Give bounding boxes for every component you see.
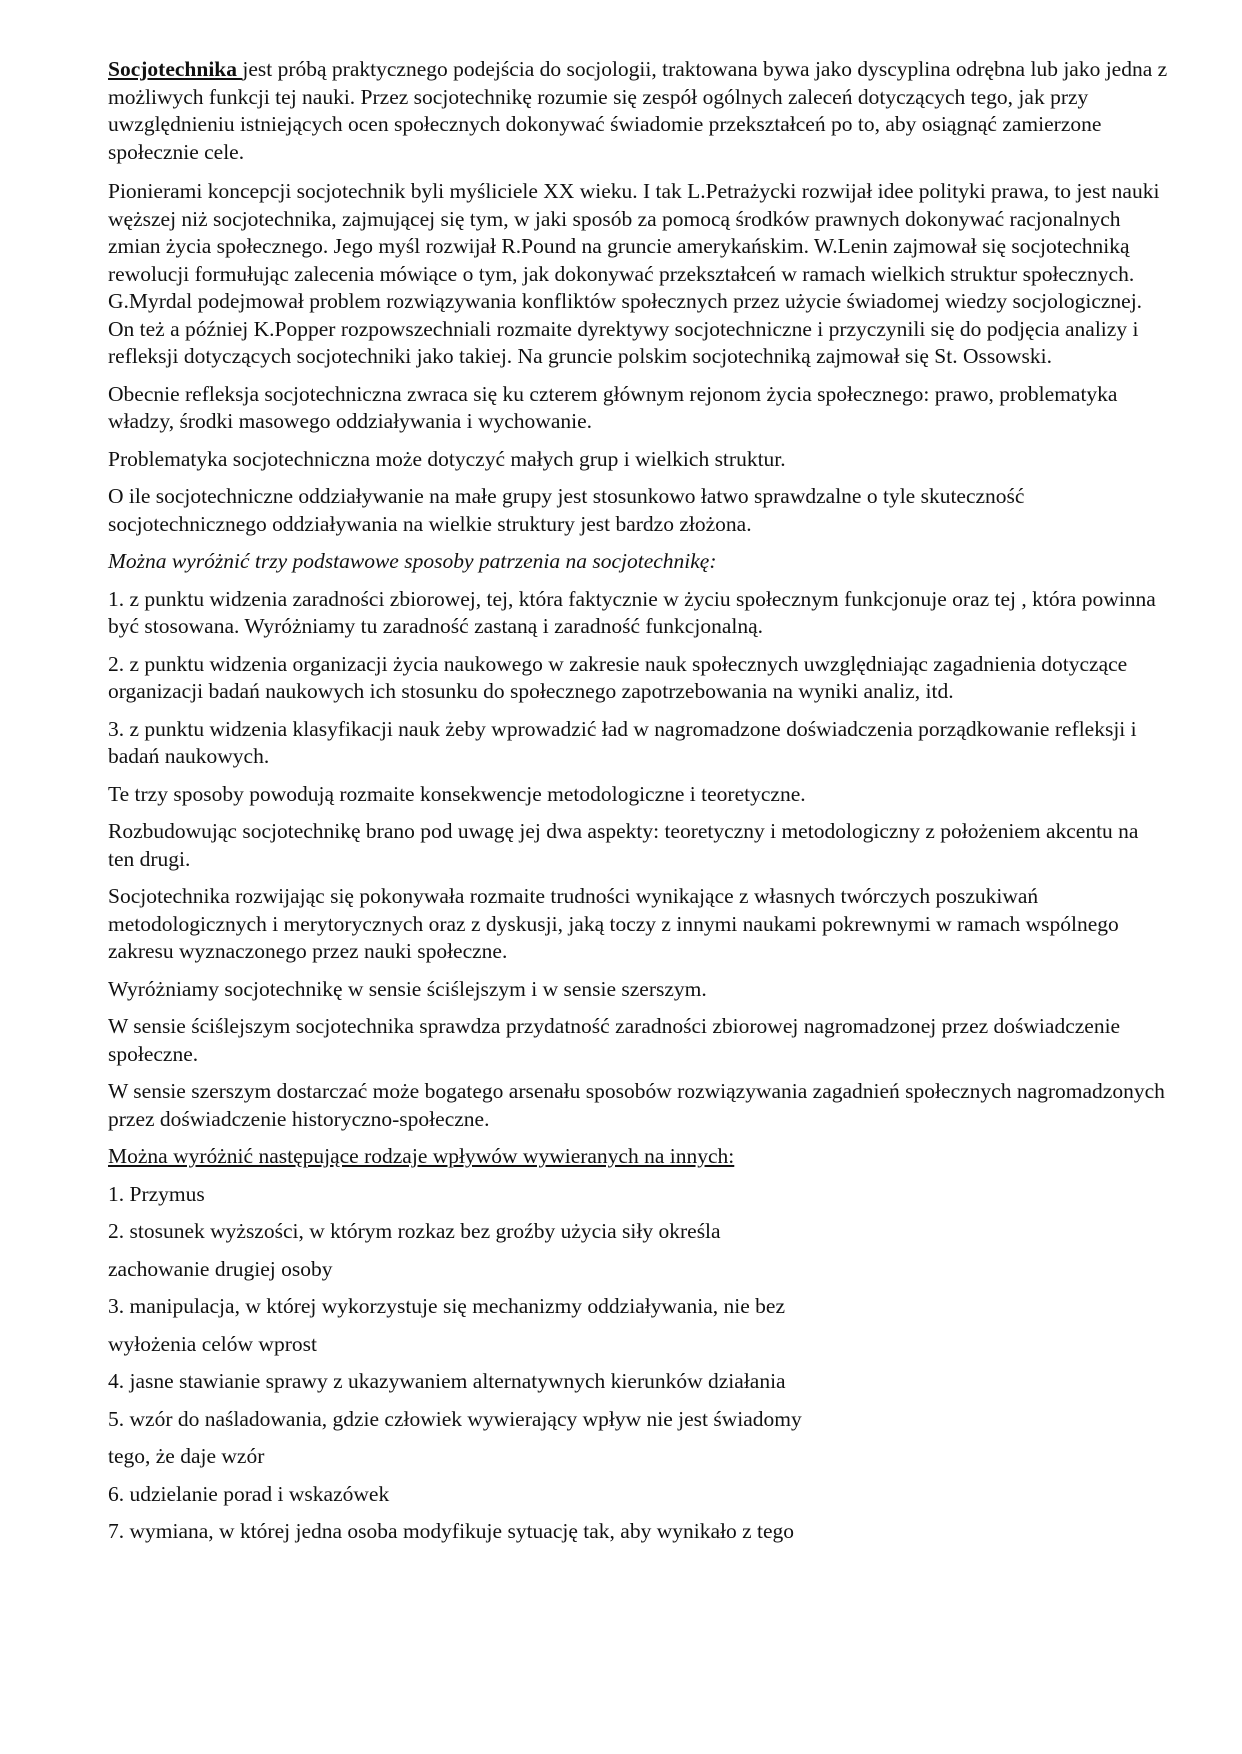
document-page [108,56,1168,1556]
ways-item: 2. z punktu widzenia organizacji życia naukowego w zakresie nauk społecznych uwzględniając zagadnienia dotyczące organizacji badań naukowych ich stosunku do społecznego zapotrzebowania na wyniki analiz, itd. [108,651,1128,703]
influence-item: 6. udzielanie porad i wskazówek [108,1481,390,1506]
influence-item: 7. wymiana, w której jedna osoba modyfikuje sytuację tak, aby wynikało z tego [108,1519,795,1543]
influence-item: 2. stosunek wyższości, w którym rozkaz bez groźby użycia siły określa [108,1219,721,1243]
paragraph-regions: Obecnie refleksja socjotechniczna zwraca się ku czterem głównym rejonom życia społecznego: prawo, problematyka władzy, środki masowego oddziaływania i wychowanie. [108,381,1118,433]
intro-paragraph [108,56,1168,166]
ways-heading: Można wyróżnić trzy podstawowe sposoby patrzenia na socjotechnikę: [108,549,717,573]
influence-item-continuation: wyłożenia celów wprost [108,1331,317,1356]
influence-item: 1. Przymus [108,1181,205,1206]
term-socjotechnika: Socjotechnika [108,57,243,81]
paragraph-difficulties: Socjotechnika rozwijając się pokonywała rozmaite trudności wynikające z własnych twórczych poszukiwań metodologicznych i merytorycznych oraz z dyskusji, jaką toczy z innymi naukami pokrewnymi w ramach wspólnego zakresu wyznaczonego przez nauki społeczne. [108,884,1119,963]
paragraph-groups: Problematyka socjotechniczna może dotyczyć małych grup i wielkich struktur. [108,446,786,471]
paragraph-aspects: Rozbudowując socjotechnikę brano pod uwagę jej dwa aspekty: teoretyczny i metodologiczny z położeniem akcentu na ten drugi. [108,819,1139,871]
ways-item: 1. z punktu widzenia zaradności zbiorowej, tej, która faktycznie w życiu społecznym funkcjonuje oraz tej , która powinna być stosowana. Wyróżniamy tu zaradność zastaną i zaradność funkcjonalną. [108,586,1156,638]
influence-item: 3. manipulacja, w której wykorzystuje się mechanizmy oddziaływania, nie bez [108,1294,786,1318]
influence-item-continuation: tego, że daje wzór [108,1444,265,1468]
paragraph-pioneers: Pionierami koncepcji socjotechnik byli myśliciele XX wieku. I tak L.Petrażycki rozwijał idee polityki prawa, to jest nauki węższej niż socjotechnika, zajmującej się tym, w jaki sposób za pomocą środków prawnych dokonywać racjonalnych zmian życia społecznego. Jego myśl rozwijał R.Pound na gruncie amerykańskim. W.Lenin zajmował się socjotechniką rewolucji formułując zalecenia mówiące o tym, jak dokonywać przekształceń w ramach wielkich struktur społecznych. G.Myrdal podejmował problem rozwiązywania konfliktów społecznych przez użycie świadomej wiedzy socjologicznej. On też a później K.Popper rozpowszechniali rozmaite dyrektywy socjotechniczne i przyczynili się do podjęcia analizy i refleksji dotyczących socjotechniki jako takiej. Na gruncie polskim socjotechniką zajmował się St. Ossowski. [108,179,1160,368]
paragraph-effectiveness: O ile socjotechniczne oddziaływanie na małe grupy jest stosunkowo łatwo sprawdzalne o tyle skuteczność socjotechnicznego oddziaływania na wielkie struktury jest bardzo złożona. [108,484,1025,536]
ways-item: 3. z punktu widzenia klasyfikacji nauk żeby wprowadzić ład w nagromadzone doświadczenia porządkowanie refleksji i badań naukowych. [108,716,1137,768]
influence-item: 4. jasne stawianie sprawy z ukazywaniem alternatywnych kierunków działania [108,1369,786,1393]
intro-text: jest próbą praktycznego podejścia do socjologii, traktowana bywa jako dyscyplina odrębna lub jako jedna z możliwych funkcji tej nauki. Przez socjotechnikę rozumie się zespół ogólnych zaleceń dotyczących tego, jak przy uwzględnieniu istniejących ocen społecznych dokonywać świadomie przekształceń po to, aby osiągnąć zamierzone społecznie cele. [108,57,1168,164]
influence-item: 5. wzór do naśladowania, gdzie człowiek wywierający wpływ nie jest świadomy [108,1406,802,1431]
paragraph-senses: Wyróżniamy socjotechnikę w sensie ściślejszym i w sensie szerszym. [108,976,707,1001]
paragraph-consequences: Te trzy sposoby powodują rozmaite konsekwencje metodologiczne i teoretyczne. [108,781,806,806]
paragraph-narrow-sense: W sensie ściślejszym socjotechnika sprawdza przydatność zaradności zbiorowej nagromadzonej przez doświadczenie społeczne. [108,1014,1121,1066]
influence-item-continuation: zachowanie drugiej osoby [108,1256,333,1281]
paragraph-broad-sense: W sensie szerszym dostarczać może bogatego arsenału sposobów rozwiązywania zagadnień społecznych nagromadzonych przez doświadczenie historyczno-społeczne. [108,1079,1165,1131]
influences-heading: Można wyróżnić następujące rodzaje wpływów wywieranych na innych: [108,1144,735,1168]
